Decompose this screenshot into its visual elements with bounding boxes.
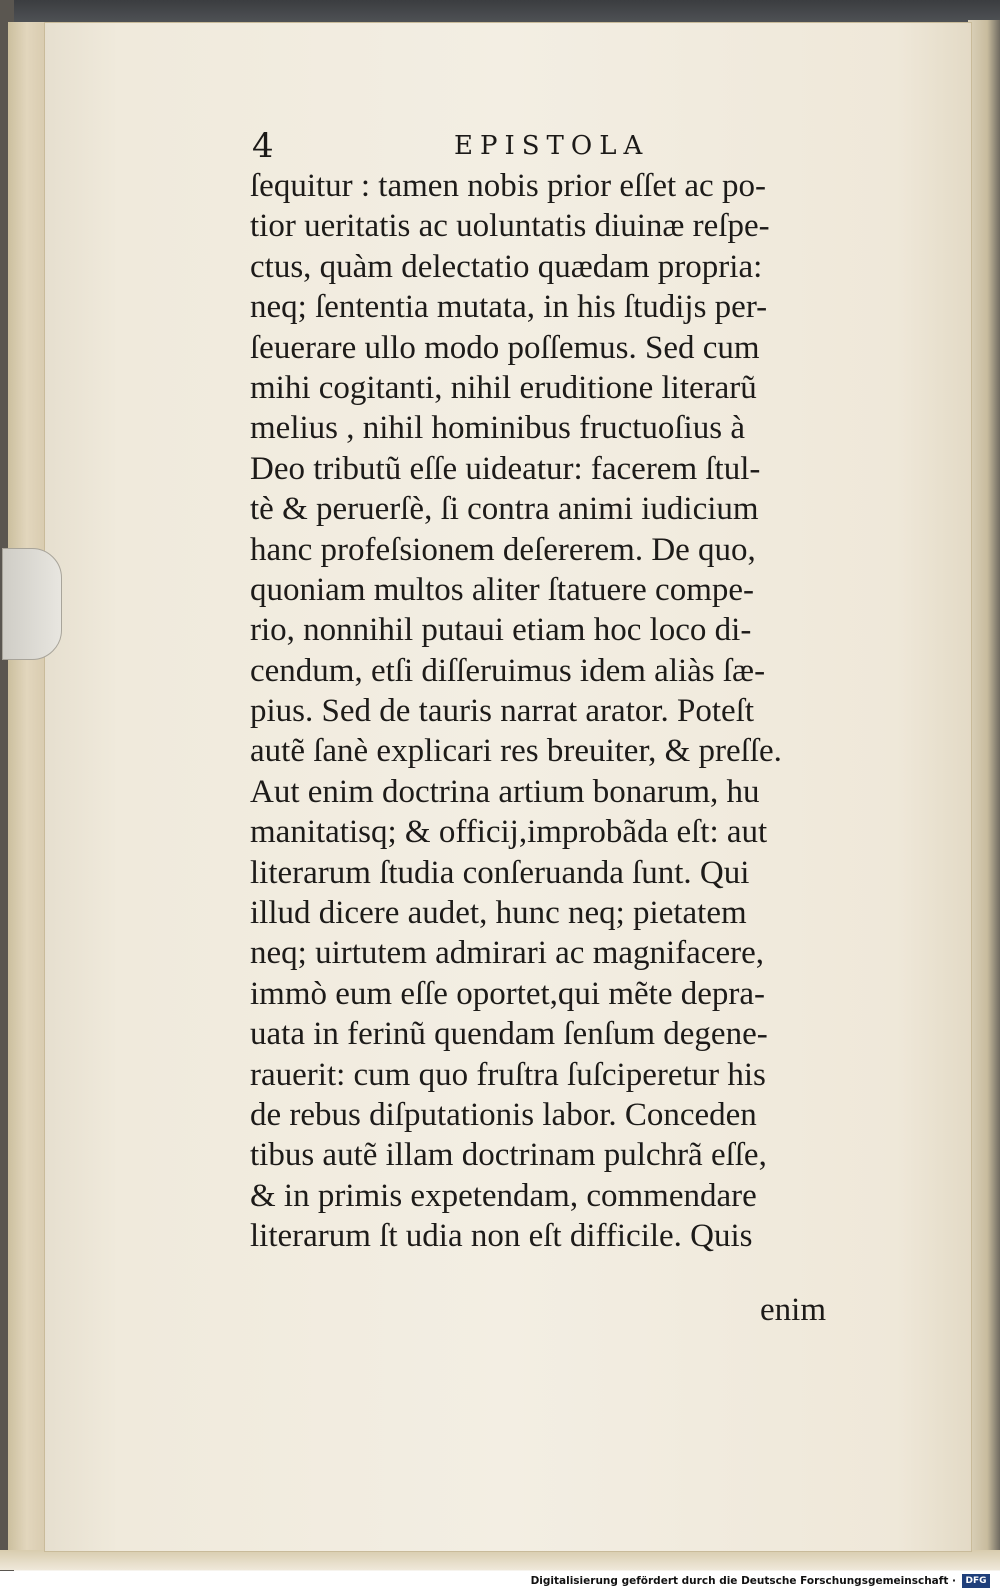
text-line: mihi cogitanti, nihil eruditione literarũ [250,369,757,406]
folio-number: 4 [252,126,274,166]
text-line: de rebus diſputationis labor. Conceden [250,1096,757,1133]
bookmark-tab [2,548,62,660]
text-line: hanc profeſsionem deſererem. De quo, [250,531,756,568]
text-line: manitatisq; & officij,improbãda eſt: aut [250,814,768,851]
page-edge-bottom [0,1550,1000,1570]
text-line: ſequitur : tamen nobis prior eſſet ac po- [250,168,766,204]
text-line: pius. Sed de tauris narrat arator. Poteſt [250,693,755,730]
text-line: ſeuerare ullo modo poſſemus. Sed cum [250,329,760,366]
text-line: Aut enim doctrina artium bonarum, hu [250,773,760,810]
text-line: ctus, quàm delectatio quædam propria: [250,248,763,285]
text-line: tibus autẽ illam doctrinam pulchrã eſſe, [250,1137,767,1174]
text-line: immò eum eſſe oportet,qui mẽte depra- [250,975,765,1012]
text-line: rio, nonnihil putaui etiam hoc loco di- [250,612,752,649]
text-line: uata in ferinũ quendam ſenſum degene- [250,1016,768,1053]
text-line: literarum ſtudia conſeruanda ſunt. Qui [250,854,750,891]
text-line: autẽ ſanè explicari res breuiter, & preſſe. [250,733,782,770]
page-edge-right [968,20,1000,1560]
dfg-logo: DFG [962,1574,990,1588]
running-head: EPISTOLA [454,131,650,161]
text-line: rauerit: cum quo fruſtra ſuſciperetur his [250,1056,766,1093]
text-line: literarum ſt udia non eſt difficile. Quis [250,1218,753,1255]
text-line: quoniam multos aliter ſtatuere compe- [250,571,755,608]
text-line: neq; uirtutem admirari ac magnifacere, [250,935,764,972]
text-line: tior ueritatis ac uoluntatis diuinæ reſpe- [250,208,770,245]
text-line: tè & peruerſè, ſi contra animi iudicium [250,491,759,528]
text-line: & in primis expetendam, commendare [250,1177,757,1214]
catchword: enim [760,1292,826,1328]
body-text [250,166,870,1257]
page-header [252,124,862,168]
text-line: cendum, etſi diſſeruimus idem aliàs ſæ- [250,652,766,689]
text-line: illud dicere audet, hunc neq; pietatem [250,895,747,932]
text-line: neq; ſententia mutata, in his ſtudijs per- [250,289,768,326]
text-line: Deo tributũ eſſe uideatur: facerem ſtul- [250,450,761,487]
text-line: melius , nihil hominibus fructuoſius à [250,410,745,447]
digitization-credit: Digitalisierung gefördert durch die Deutsche Forschungsgemeinschaft · [530,1575,956,1587]
